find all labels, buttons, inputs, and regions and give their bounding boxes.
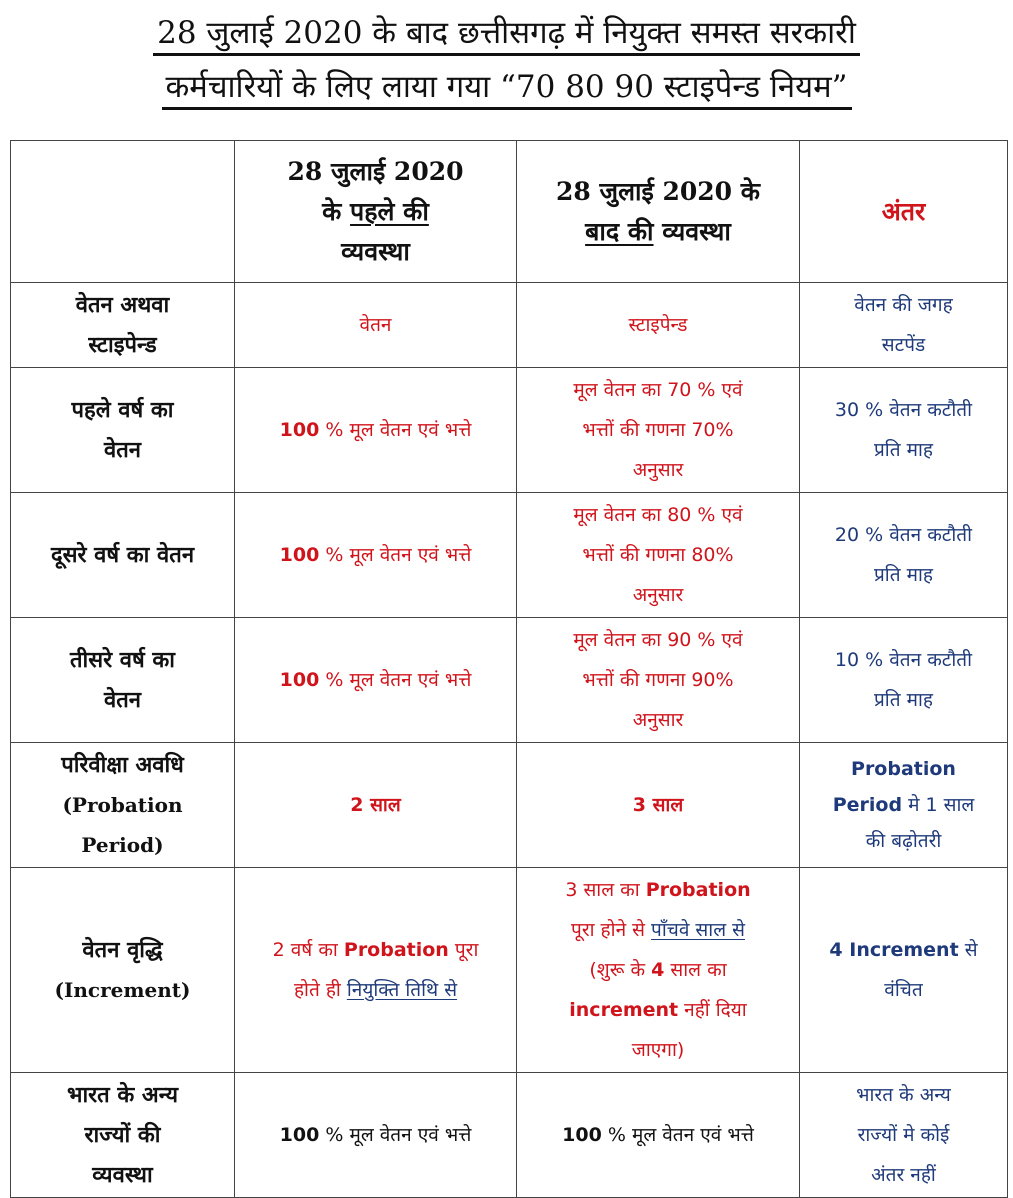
after-cell bbox=[517, 1073, 800, 1198]
row-label-line: वेतन वृद्धि bbox=[82, 937, 163, 963]
after-line: 3 साल का bbox=[565, 879, 646, 901]
before-number: 100 bbox=[279, 669, 320, 691]
before-number: 100 bbox=[279, 1124, 320, 1146]
row-label bbox=[11, 868, 235, 1073]
after-line: Probation bbox=[645, 879, 751, 901]
table-row bbox=[11, 1073, 1008, 1198]
diff-line: अंतर नहीं bbox=[871, 1164, 936, 1186]
before-cell bbox=[235, 618, 517, 743]
diff-line: सटपेंड bbox=[881, 334, 926, 356]
row-label bbox=[11, 618, 235, 743]
after-line: अनुसार bbox=[632, 584, 684, 606]
after-line: नहीं दिया bbox=[678, 999, 747, 1021]
diff-line: 20 % वेतन कटौती bbox=[834, 524, 973, 546]
before-line: Probation bbox=[343, 939, 449, 961]
header-before bbox=[235, 141, 517, 283]
row-label bbox=[11, 493, 235, 618]
row-label bbox=[11, 743, 235, 868]
header-row bbox=[11, 141, 1008, 283]
before-cell bbox=[235, 868, 517, 1073]
before-value: वेतन bbox=[359, 314, 392, 336]
diff-cell bbox=[800, 1073, 1008, 1198]
row-label-line: (Increment) bbox=[54, 978, 191, 1002]
header-empty-cell bbox=[11, 141, 235, 283]
header-diff-label: अंतर bbox=[881, 196, 926, 226]
after-line: अनुसार bbox=[632, 709, 684, 731]
after-cell bbox=[517, 368, 800, 493]
after-line: भत्तों की गणना 80% bbox=[582, 544, 734, 566]
row-label-line: Period) bbox=[81, 833, 164, 857]
diff-line: 30 % वेतन कटौती bbox=[834, 399, 973, 421]
before-text: % मूल वेतन एवं भत्ते bbox=[319, 544, 472, 566]
before-text: % मूल वेतन एवं भत्ते bbox=[319, 419, 472, 441]
after-line: 4 bbox=[651, 959, 665, 981]
after-cell bbox=[517, 618, 800, 743]
diff-cell bbox=[800, 283, 1008, 368]
after-line: पाँचवे साल से bbox=[651, 919, 745, 941]
diff-cell bbox=[800, 868, 1008, 1073]
before-value: 2 साल bbox=[350, 794, 401, 816]
after-line: साल का bbox=[664, 959, 727, 981]
header-diff bbox=[800, 141, 1008, 283]
after-line: अनुसार bbox=[632, 459, 684, 481]
header-after-line1: 28 जुलाई 2020 के bbox=[556, 176, 760, 206]
diff-cell bbox=[800, 743, 1008, 868]
row-label-line: राज्यों की bbox=[84, 1122, 161, 1148]
table-row bbox=[11, 493, 1008, 618]
diff-line: Probation bbox=[851, 758, 956, 780]
diff-line: प्रति माह bbox=[874, 689, 933, 711]
diff-line: प्रति माह bbox=[874, 439, 933, 461]
table-row bbox=[11, 368, 1008, 493]
row-label-line: (Probation bbox=[62, 793, 183, 817]
row-label bbox=[11, 1073, 235, 1198]
diff-line: की बढ़ोतरी bbox=[865, 830, 942, 852]
header-after-line2a: बाद की bbox=[585, 216, 654, 246]
table-row bbox=[11, 743, 1008, 868]
before-cell bbox=[235, 283, 517, 368]
comparison-table bbox=[10, 140, 1008, 1198]
before-line: पूरा bbox=[448, 939, 479, 961]
before-line: नियुक्ति तिथि से bbox=[346, 979, 458, 1001]
after-line: मूल वेतन का 90 % एवं bbox=[573, 629, 743, 651]
before-line: होते ही bbox=[293, 979, 347, 1001]
row-label-line: वेतन bbox=[104, 687, 141, 713]
before-cell bbox=[235, 368, 517, 493]
after-cell bbox=[517, 743, 800, 868]
row-label-line: वेतन अथवा bbox=[75, 292, 170, 318]
after-line: जाएगा) bbox=[631, 1039, 685, 1061]
diff-line: Period bbox=[832, 794, 903, 816]
after-value: 3 साल bbox=[632, 794, 684, 816]
diff-line: राज्यों मे कोई bbox=[857, 1124, 950, 1146]
row-label-line: पहले वर्ष का bbox=[71, 397, 174, 423]
row-label bbox=[11, 368, 235, 493]
row-label-line: तीसरे वर्ष का bbox=[70, 647, 175, 673]
row-label-line: दूसरे वर्ष का वेतन bbox=[50, 542, 195, 568]
diff-cell bbox=[800, 493, 1008, 618]
after-value: स्टाइपेन्ड bbox=[628, 314, 688, 336]
after-cell bbox=[517, 283, 800, 368]
before-line: 2 वर्ष का bbox=[272, 939, 344, 961]
before-cell bbox=[235, 1073, 517, 1198]
table-row bbox=[11, 618, 1008, 743]
after-number: 100 bbox=[562, 1124, 602, 1146]
diff-line: प्रति माह bbox=[874, 564, 933, 586]
title-line-1: 28 जुलाई 2020 के बाद छत्तीसगढ़ में नियुक्त समस्त सरकारी bbox=[153, 13, 860, 56]
row-label-line: स्टाइपेन्ड bbox=[88, 332, 157, 358]
diff-line: मे 1 साल bbox=[902, 794, 975, 816]
diff-line: से bbox=[958, 939, 978, 961]
header-before-line2b: पहले की bbox=[350, 196, 429, 226]
after-line: पूरा होने से bbox=[571, 919, 652, 941]
row-label-line: परिवीक्षा अवधि bbox=[61, 752, 184, 778]
before-text: % मूल वेतन एवं भत्ते bbox=[319, 1124, 472, 1146]
after-line: भत्तों की गणना 90% bbox=[582, 669, 734, 691]
diff-cell bbox=[800, 618, 1008, 743]
after-text: % मूल वेतन एवं भत्ते bbox=[601, 1124, 754, 1146]
after-cell bbox=[517, 493, 800, 618]
before-number: 100 bbox=[279, 419, 320, 441]
before-cell bbox=[235, 743, 517, 868]
before-number: 100 bbox=[279, 544, 320, 566]
header-before-line1: 28 जुलाई 2020 bbox=[287, 156, 464, 186]
after-line: मूल वेतन का 70 % एवं bbox=[573, 379, 743, 401]
diff-line: 10 % वेतन कटौती bbox=[834, 649, 973, 671]
header-after-line2b: व्यवस्था bbox=[653, 216, 731, 246]
diff-line: भारत के अन्य bbox=[856, 1084, 951, 1106]
diff-line: वंचित bbox=[884, 979, 923, 1001]
after-line: (शुरू के bbox=[589, 959, 652, 981]
after-cell bbox=[517, 868, 800, 1073]
table-row bbox=[11, 868, 1008, 1073]
diff-line: वेतन की जगह bbox=[854, 294, 953, 316]
before-text: % मूल वेतन एवं भत्ते bbox=[319, 669, 472, 691]
after-line: भत्तों की गणना 70% bbox=[582, 419, 734, 441]
table-row bbox=[11, 283, 1008, 368]
row-label-line: वेतन bbox=[104, 437, 141, 463]
row-label-line: भारत के अन्य bbox=[67, 1082, 178, 1108]
header-before-line2a: के bbox=[322, 196, 351, 226]
header-after bbox=[517, 141, 800, 283]
header-before-line3: व्यवस्था bbox=[341, 236, 410, 266]
page-title bbox=[0, 8, 1013, 116]
before-cell bbox=[235, 493, 517, 618]
diff-cell bbox=[800, 368, 1008, 493]
after-line: मूल वेतन का 80 % एवं bbox=[573, 504, 743, 526]
row-label bbox=[11, 283, 235, 368]
title-line-2: कर्मचारियों के लिए लाया गया “70 80 90 स्टाइपेन्ड नियम” bbox=[162, 67, 852, 110]
diff-line: 4 Increment bbox=[829, 939, 959, 961]
row-label-line: व्यवस्था bbox=[92, 1162, 153, 1188]
after-line: increment bbox=[569, 999, 679, 1021]
